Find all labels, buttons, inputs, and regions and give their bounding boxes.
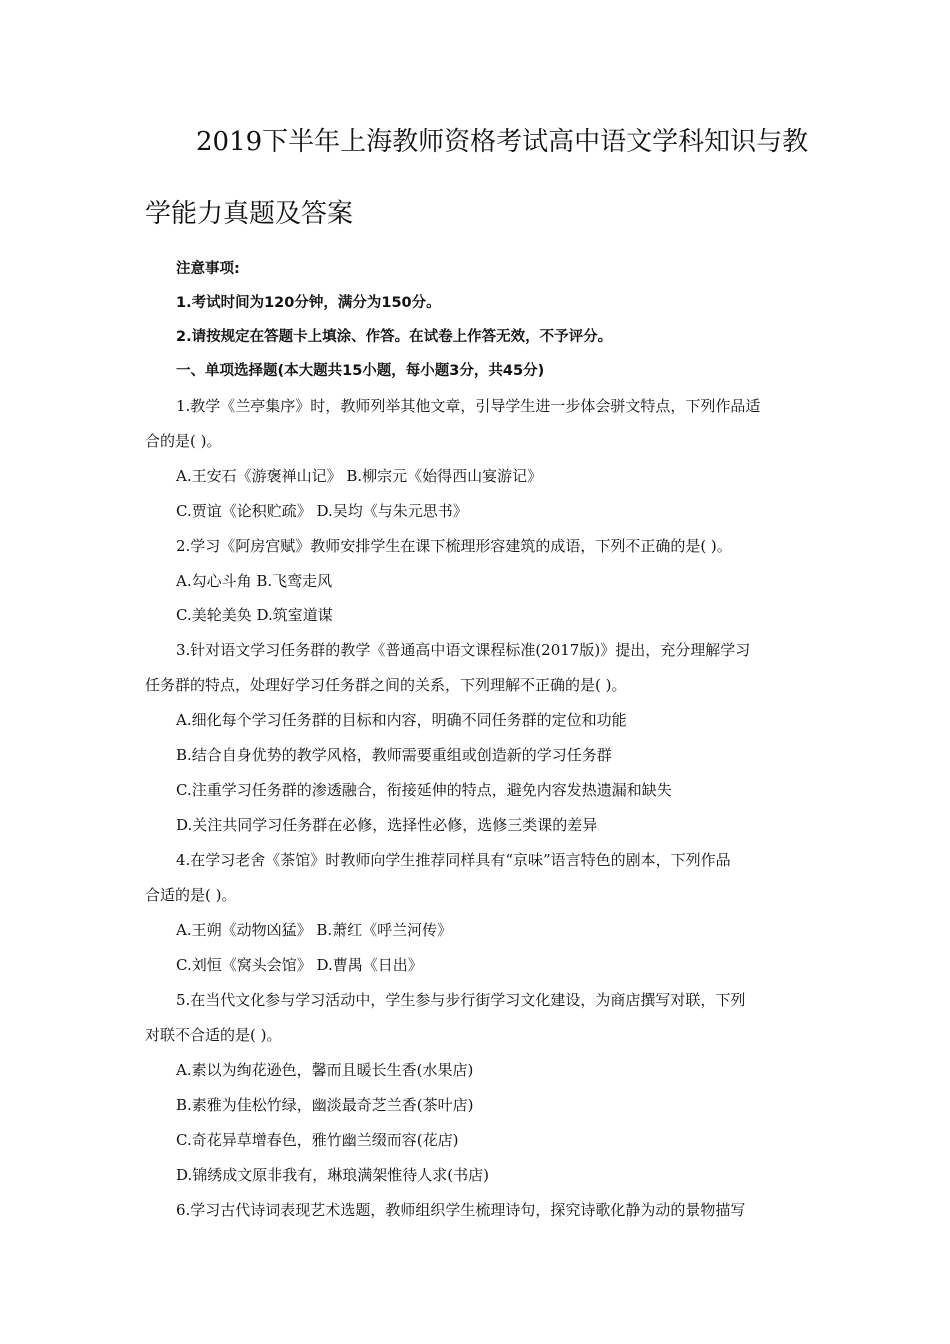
q4-stem-line1: 4.在学习老舍《茶馆》时教师向学生推荐同样具有“京味”语言特色的剧本，下列作品 <box>176 851 731 869</box>
q5-option-a: A.素以为绚花逊色，馨而且暖长生香(水果店) <box>176 1061 474 1079</box>
doc-title-line1: 2019下半年上海教师资格考试高中语文学科知识与教 <box>196 127 809 157</box>
q4-options-ab: A.王朔《动物凶猛》 B.萧红《呼兰河传》 <box>176 921 453 939</box>
q1-stem-line1: 1.教学《兰亭集序》时，教师列举其他文章，引导学生进一步体会骈文特点，下列作品适 <box>176 397 761 415</box>
q5-stem-line2: 对联不合适的是( )。 <box>145 1026 282 1044</box>
q3-stem-line1: 3.针对语文学习任务群的教学《普通高中语文课程标准(2017版)》提出，充分理解学习 <box>176 641 751 659</box>
doc-title-line2: 学能力真题及答案 <box>145 199 354 229</box>
q3-option-b: B.结合自身优势的教学风格，教师需要重组或创造新的学习任务群 <box>176 746 612 764</box>
notice-heading: 注意事项: <box>176 261 240 277</box>
q3-option-d: D.关注共同学习任务群在必修，选择性必修，选修三类课的差异 <box>176 816 598 834</box>
q3-option-a: A.细化每个学习任务群的目标和内容，明确不同任务群的定位和功能 <box>176 711 627 729</box>
section-heading: 一、单项选择题(本大题共15小题，每小题3分，共45分) <box>176 363 545 379</box>
q4-stem-line2: 合适的是( )。 <box>145 886 237 904</box>
q2-options-ab: A.勾心斗角 B.飞鸾走风 <box>176 572 333 590</box>
q1-options-ab: A.王安石《游褒禅山记》 B.柳宗元《始得西山宴游记》 <box>176 467 543 485</box>
q1-stem-line2: 合的是( )。 <box>145 432 222 450</box>
q1-options-cd: C.贾谊《论积贮疏》 D.吴均《与朱元思书》 <box>176 502 468 520</box>
q5-option-d: D.锦绣成文原非我有，琳琅满架惟待人求(书店) <box>176 1166 489 1184</box>
q5-option-c: C.奇花异草增春色，雅竹幽兰缀而容(花店) <box>176 1131 459 1149</box>
notice-item-1: 1.考试时间为120分钟，满分为150分。 <box>176 295 441 311</box>
q3-option-c: C.注重学习任务群的渗透融合，衔接延伸的特点，避免内容发热遗漏和缺失 <box>176 781 672 799</box>
q4-options-cd: C.刘恒《窝头会馆》 D.曹禺《日出》 <box>176 956 423 974</box>
q5-option-b: B.素雅为佳松竹绿，幽淡最奇芝兰香(茶叶店) <box>176 1096 474 1114</box>
q6-stem-line1: 6.学习古代诗词表现艺术选题，教师组织学生梳理诗句，探究诗歌化静为动的景物描写 <box>176 1201 746 1219</box>
q3-stem-line2: 任务群的特点，处理好学习任务群之间的关系，下列理解不正确的是( )。 <box>145 676 627 694</box>
notice-item-2: 2.请按规定在答题卡上填涂、作答。在试卷上作答无效，不予评分。 <box>176 329 613 345</box>
q2-stem: 2.学习《阿房宫赋》教师安排学生在课下梳理形容建筑的成语，下列不正确的是( )。 <box>176 537 732 555</box>
q5-stem-line1: 5.在当代文化参与学习活动中，学生参与步行街学习文化建设，为商店撰写对联，下列 <box>176 991 746 1009</box>
q2-options-cd: C.美轮美奂 D.筑室道谋 <box>176 606 333 624</box>
